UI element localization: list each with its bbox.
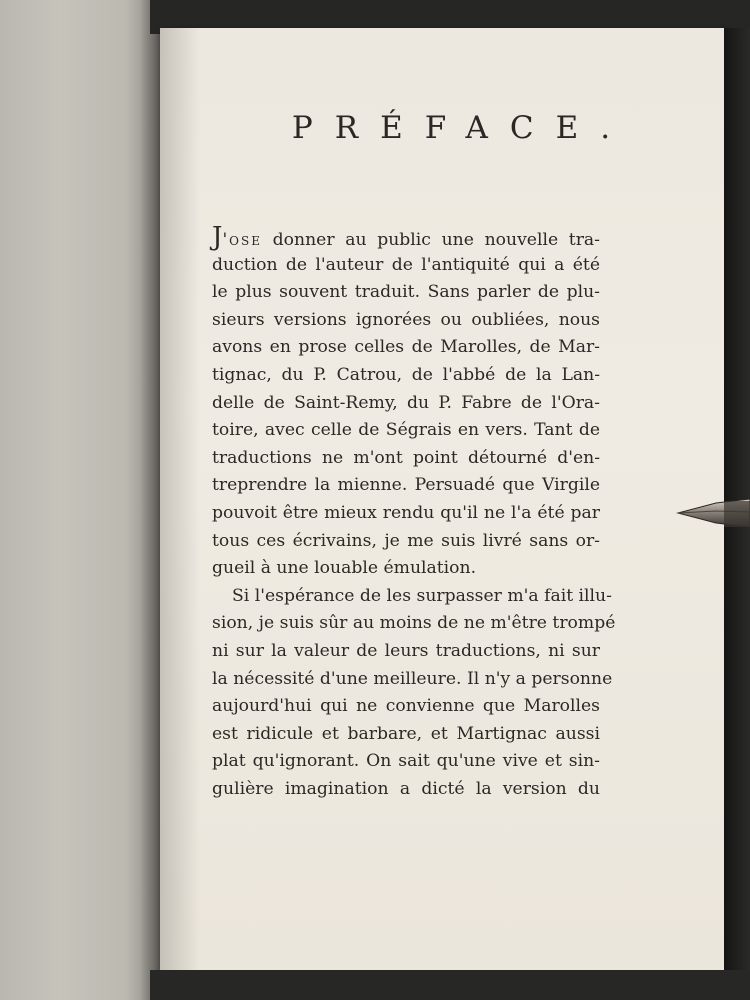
small-caps-word: 'ose [222,230,262,250]
text-line: tignac, du P. Catrou, de l'abbé de la Lan- [212,364,600,385]
text-line: plat qu'ignorant. On sait qu'une vive et sin- [212,751,600,772]
text-line: duction de l'auteur de l'antiquité qui a été [212,254,600,275]
pen-tip-icon [676,495,750,531]
text-line: sieurs versions ignorées ou oubliées, nous [212,309,600,330]
text-line: est ridicule et barbare, et Martignac aussi [212,723,600,744]
text-line: avons en prose celles de Marolles, de Mar- [212,337,600,358]
text-line: le plus souvent traduit. Sans parler de plu- [212,282,600,303]
page-curl-shadow [160,28,200,970]
text-line: la nécessité d'une meilleure. Il n'y a personne [212,668,613,689]
text-line: gulière imagination a dicté la version du [212,778,600,799]
text-line: tous ces écrivains, je me suis livré sans or- [212,530,600,551]
first-line-text: donner au public une nouvelle tra- [261,230,600,250]
text-line: sion, je suis sûr au moins de ne m'être trompé [212,613,616,634]
drop-cap: J [212,222,223,252]
text-line: pouvoit être mieux rendu qu'il ne l'a été par [212,502,600,523]
text-line: traductions ne m'ont point détourné d'en- [212,447,600,468]
text-line: Si l'espérance de les surpasser m'a fait illu- [232,585,612,606]
text-line: ni sur la valeur de leurs traductions, ni sur [212,640,600,661]
text-line: delle de Saint-Remy, du P. Fabre de l'Ora- [212,392,600,413]
text-line: toire, avec celle de Ségrais en vers. Tant de [212,420,600,441]
page-heading: PRÉFACE. [291,110,633,146]
text-line: treprendre la mienne. Persuadé que Virgile [212,475,600,496]
background-bottom [150,970,750,1000]
preface-body [212,222,616,803]
text-line: aujourd'hui qui ne convienne que Marolles [212,696,600,717]
preface-page [160,28,724,970]
text-line: gueil à une louable émulation. [212,558,477,579]
text-line [212,224,600,252]
